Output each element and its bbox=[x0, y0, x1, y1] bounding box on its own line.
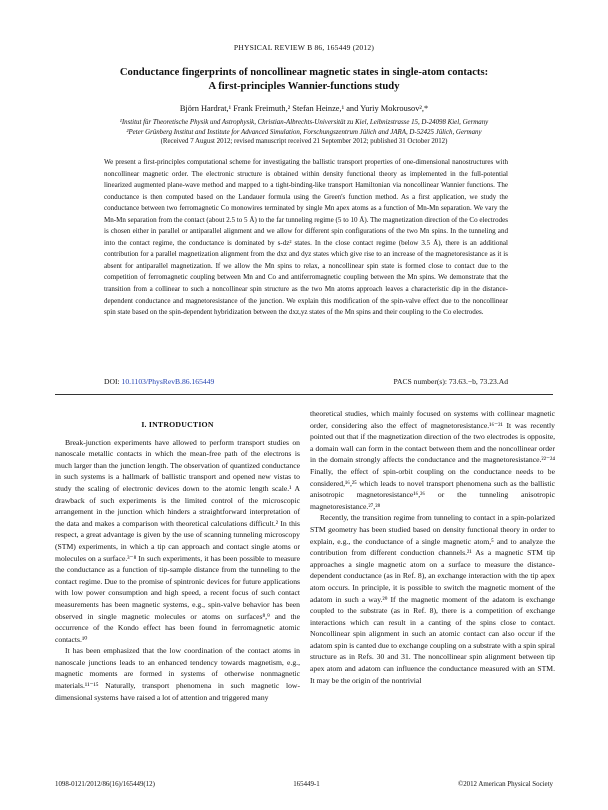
paragraph: Break-junction experiments have allowed to perform transport studies on nanoscale metallic contacts in which the mean-free path of the electrons is much larger than the junction length. The observation of quantized conductance in such systems is a hallmark of ballistic transport and opened new vistas to study the scaling of electronic devices down to the atomic length scale.¹ A drawback of such experiments is the limited control of the microscopic arrangement in the junction which hinders a straightforward interpretation of the data and makes a comparison with theoretical calculations difficult.² In this respect, a great advantage is given by the use of scanning tunneling microscopy (STM) experiments, in which a tip can approach and contact single atoms or molecules on a surface.³⁻⁸ In such experiments, it has been possible to measure the conductance as a function of tip-sample distance from the tunneling to the contact regime. Due to the promise of spintronic devices for future applications with low power consumption and high speed, a recent focus of such contact measurements has been magnetic systems, e.g., spin-valve behavior has been observed in single magnetic molecules or atoms on surfaces⁸,⁹ and the occurrence of the Kondo effect has been found in ferromagnetic atomic contacts.¹⁰ bbox=[55, 437, 300, 644]
affiliation-1: ¹Institut für Theoretische Physik und Astrophysik, Christian-Albrechts-Universität zu Kiel, Leibnizstrasse 15, D-24098 Kiel, Germany bbox=[119, 119, 489, 126]
paragraph: theoretical studies, which mainly focused on systems with collinear magnetic order, considering also the effect of magnetoresistance.¹⁶⁻²¹ It was recently pointed out that if the magnetization direction of the two electrodes is opposite, a domain wall can form in the contact between them and the noncollinear order in the domain strongly affects the conductance and the magnetoresistance.²²⁻²⁴ Finally, the effect of spin-orbit coupling on the conductance needs to be considered,¹⁶,²⁵ which leads to novel transport phenomena such as the ballistic anisotropic magnetoresistance¹⁶,²⁶ or the tunneling anisotropic magnetoresistance.²⁷,²⁸ bbox=[310, 409, 555, 511]
page-number: 165449-1 bbox=[293, 781, 320, 788]
abstract bbox=[104, 157, 508, 319]
author-list: Björn Hardrat,¹ Frank Freimuth,² Stefan Heinze,¹ and Yuriy Mokrousov²,* bbox=[179, 104, 429, 113]
journal-header: PHYSICAL REVIEW B 86, 165449 (2012) bbox=[233, 43, 375, 52]
pacs-numbers: PACS number(s): 73.63.−b, 73.23.Ad bbox=[393, 377, 508, 386]
paragraph: It has been emphasized that the low coordination of the contact atoms in nanoscale junctions leads to an enhanced tendency towards magnetism, e.g., magnetic moments are formed in systems of otherwise nonmagnetic materials.¹¹⁻¹⁵ Naturally, transport phenomena in such magnetic low-dimensional systems have raised a lot of attention and triggered many bbox=[55, 646, 300, 702]
doi bbox=[104, 377, 214, 386]
affiliations bbox=[36, 118, 572, 147]
doi-label: DOI: bbox=[104, 377, 122, 386]
title-line-2: A first-principles Wannier-functions study bbox=[208, 81, 400, 92]
page-footer bbox=[55, 781, 553, 788]
abstract-text: We present a first-principles computational scheme for investigating the ballistic transport properties of one-dimensional nanostructures with noncollinear magnetic order. The electronic structure is obtained within density functional theory as implemented in the full-potential linearized augmented plane-wave method and mapped to a tight-binding-like transport Hamiltonian via noncollinear Wannier functions. The conductance is then computed based on the Landauer formula using the Green's function method. As a first application, we study the conductance between two ferromagnetic Co monowires terminated by single Mn apex atoms as a function of Mn-Mn separation. We vary the Mn-Mn separation from the contact (about 2.5 to 5 Å) to the far tunneling regime (5 to 10 Å). The magnetization direction of the Co electrodes is chosen either in parallel or antiparallel alignment and we allow for different spin configurations of the two Mn spins. In the tunneling and into the contact regime, the conductance is dominated by s-dz² states. In the close contact regime (below 3.5 Å), there is an additional contribution for a parallel magnetization alignment from the dxz and dyz states which give rise to an increase of the magnetoresistance as it is absent for antiparallel magnetization. If we allow the Mn spins to relax, a noncollinear spin state is formed close to contact due to the competition of ferromagnetic coupling between Mn and Co and antiferromagnetic coupling between the Mn spins. We demonstrate that the transition from a collinear to such a noncollinear spin structure as the two Mn atoms approach leaves a characteristic dip in the distance-dependent conductance and magnetoresistance of the junction. We explain this modification of the spin-valve effect due to the noncollinear spin state based on the spin-dependent hybridization between the dxz,yz states of the Mn spins and their coupling to the Co electrodes. bbox=[104, 158, 508, 317]
doi-link[interactable]: 10.1103/PhysRevB.86.165449 bbox=[121, 377, 215, 386]
section-heading: I. INTRODUCTION bbox=[141, 420, 214, 429]
divider-rule bbox=[55, 394, 553, 395]
affiliation-2: ²Peter Grünberg Institut and Institute for Advanced Simulation, Forschungszentrum Jülich and JARA, D-52425 Jülich, Germany bbox=[126, 128, 482, 136]
left-column bbox=[55, 405, 300, 703]
title-line-1: Conductance fingerprints of noncollinear magnetic states in single-atom contacts: bbox=[119, 67, 489, 78]
right-column bbox=[310, 408, 555, 686]
footer-issn: 1098-0121/2012/86(16)/165449(12) bbox=[55, 781, 155, 788]
paragraph: Recently, the transition regime from tunneling to contact in a spin-polarized STM geometry has been studied based on density functional theory in order to explain, e.g., the conductance of a single magnetic atom,⁵ and to analyze the contribution from different conduction channels.²¹ As a magnetic STM tip approaches a single magnetic atom on a surface to measure the distance-dependent conductance (as in Ref. 8), an exchange interaction with the tip apex atom occurs. In principle, it is possible to switch the magnetic moment of the adatom in such a way.²⁹ If the magnetic moment of the adatom is exchange coupled to the substrate (as in Ref. 8), there is a competition of exchange interactions which can result in a canting of the spins close to contact. Noncollinear spin alignment in such an atomic contact can also occur if the adatom spin is canted due to exchange coupling on a substrate with a spin spiral structure as in Refs. 30 and 31. The noncollinear spin alignment between tip apex atom and adatom can influence the conductance measured with an STM. It may be the origin of the nontrivial bbox=[310, 513, 555, 685]
doi-line bbox=[104, 377, 508, 386]
copyright: ©2012 American Physical Society bbox=[457, 781, 553, 788]
received-dates: (Received 7 August 2012; revised manuscript received 21 September 2012; published 31 October 2012) bbox=[160, 138, 448, 146]
paper-title bbox=[40, 66, 568, 94]
